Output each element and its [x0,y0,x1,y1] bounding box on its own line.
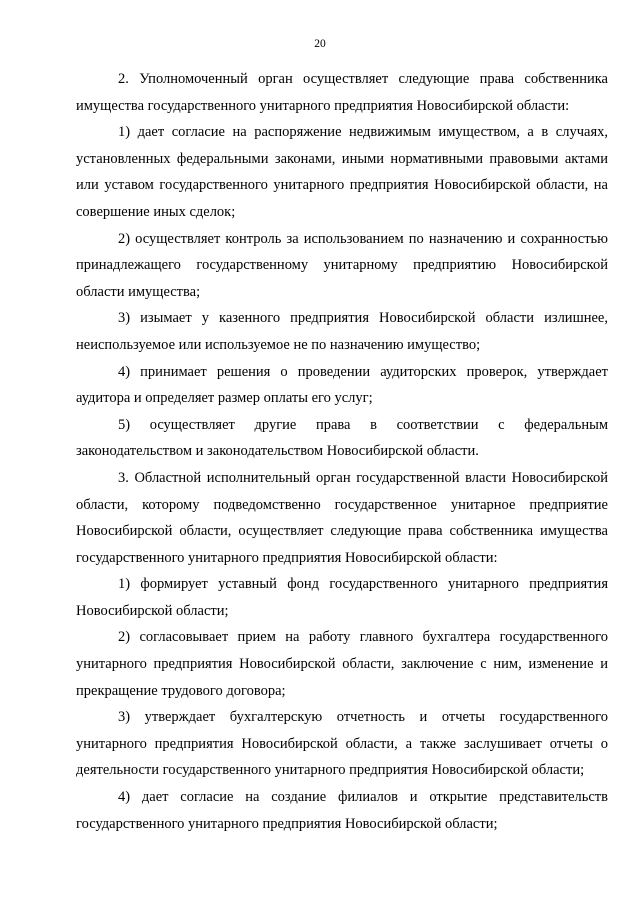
paragraph: 2. Уполномоченный орган осуществляет следующие права собственника имущества государственного унитарного предприятия Новосибирской области: [76,71,608,114]
paragraph: 1) формирует уставный фонд государственного унитарного предприятия Новосибирской области; [76,576,608,619]
paragraph: 3) изымает у казенного предприятия Новосибирской области излишнее, неиспользуемое или используемое не по назначению имущество; [76,310,608,353]
paragraph: 3. Областной исполнительный орган государственной власти Новосибирской области, которому подведомственно государственное унитарное предприятие Новосибирской области, осуществляет следующие права собственника имущества государственного унитарного предприятия Новосибирской области: [76,469,608,566]
paragraph: 2) осуществляет контроль за использованием по назначению и сохранностью принадлежащего государственному унитарному предприятию Новосибирской области имущества; [76,230,608,300]
paragraph: 2) согласовывает прием на работу главного бухгалтера государственного унитарного предприятия Новосибирской области, заключение с ним, изменение и прекращение трудового договора; [76,629,608,699]
paragraph: 4) принимает решения о проведении аудиторских проверок, утверждает аудитора и определяет размер оплаты его услуг; [76,363,608,407]
page-number: 20 [314,38,326,50]
paragraph: 5) осуществляет другие права в соответствии с федеральным законодательством и законодательством Новосибирской области. [76,416,608,460]
paragraph: 3) утверждает бухгалтерскую отчетность и отчеты государственного унитарного предприятия Новосибирской области, а также заслушивает отчеты о деятельности государственного унитарного предприятия Новосибирской области; [76,709,608,779]
document-body [76,66,608,837]
paragraph: 1) дает согласие на распоряжение недвижимым имуществом, а в случаях, установленных федеральными законами, иными нормативными правовыми актами или уставом государственного унитарного предприятия Новосибирской области, на совершение иных сделок; [76,124,608,220]
paragraph: 4) дает согласие на создание филиалов и открытие представительств государственного унитарного предприятия Новосибирской области; [76,789,608,832]
